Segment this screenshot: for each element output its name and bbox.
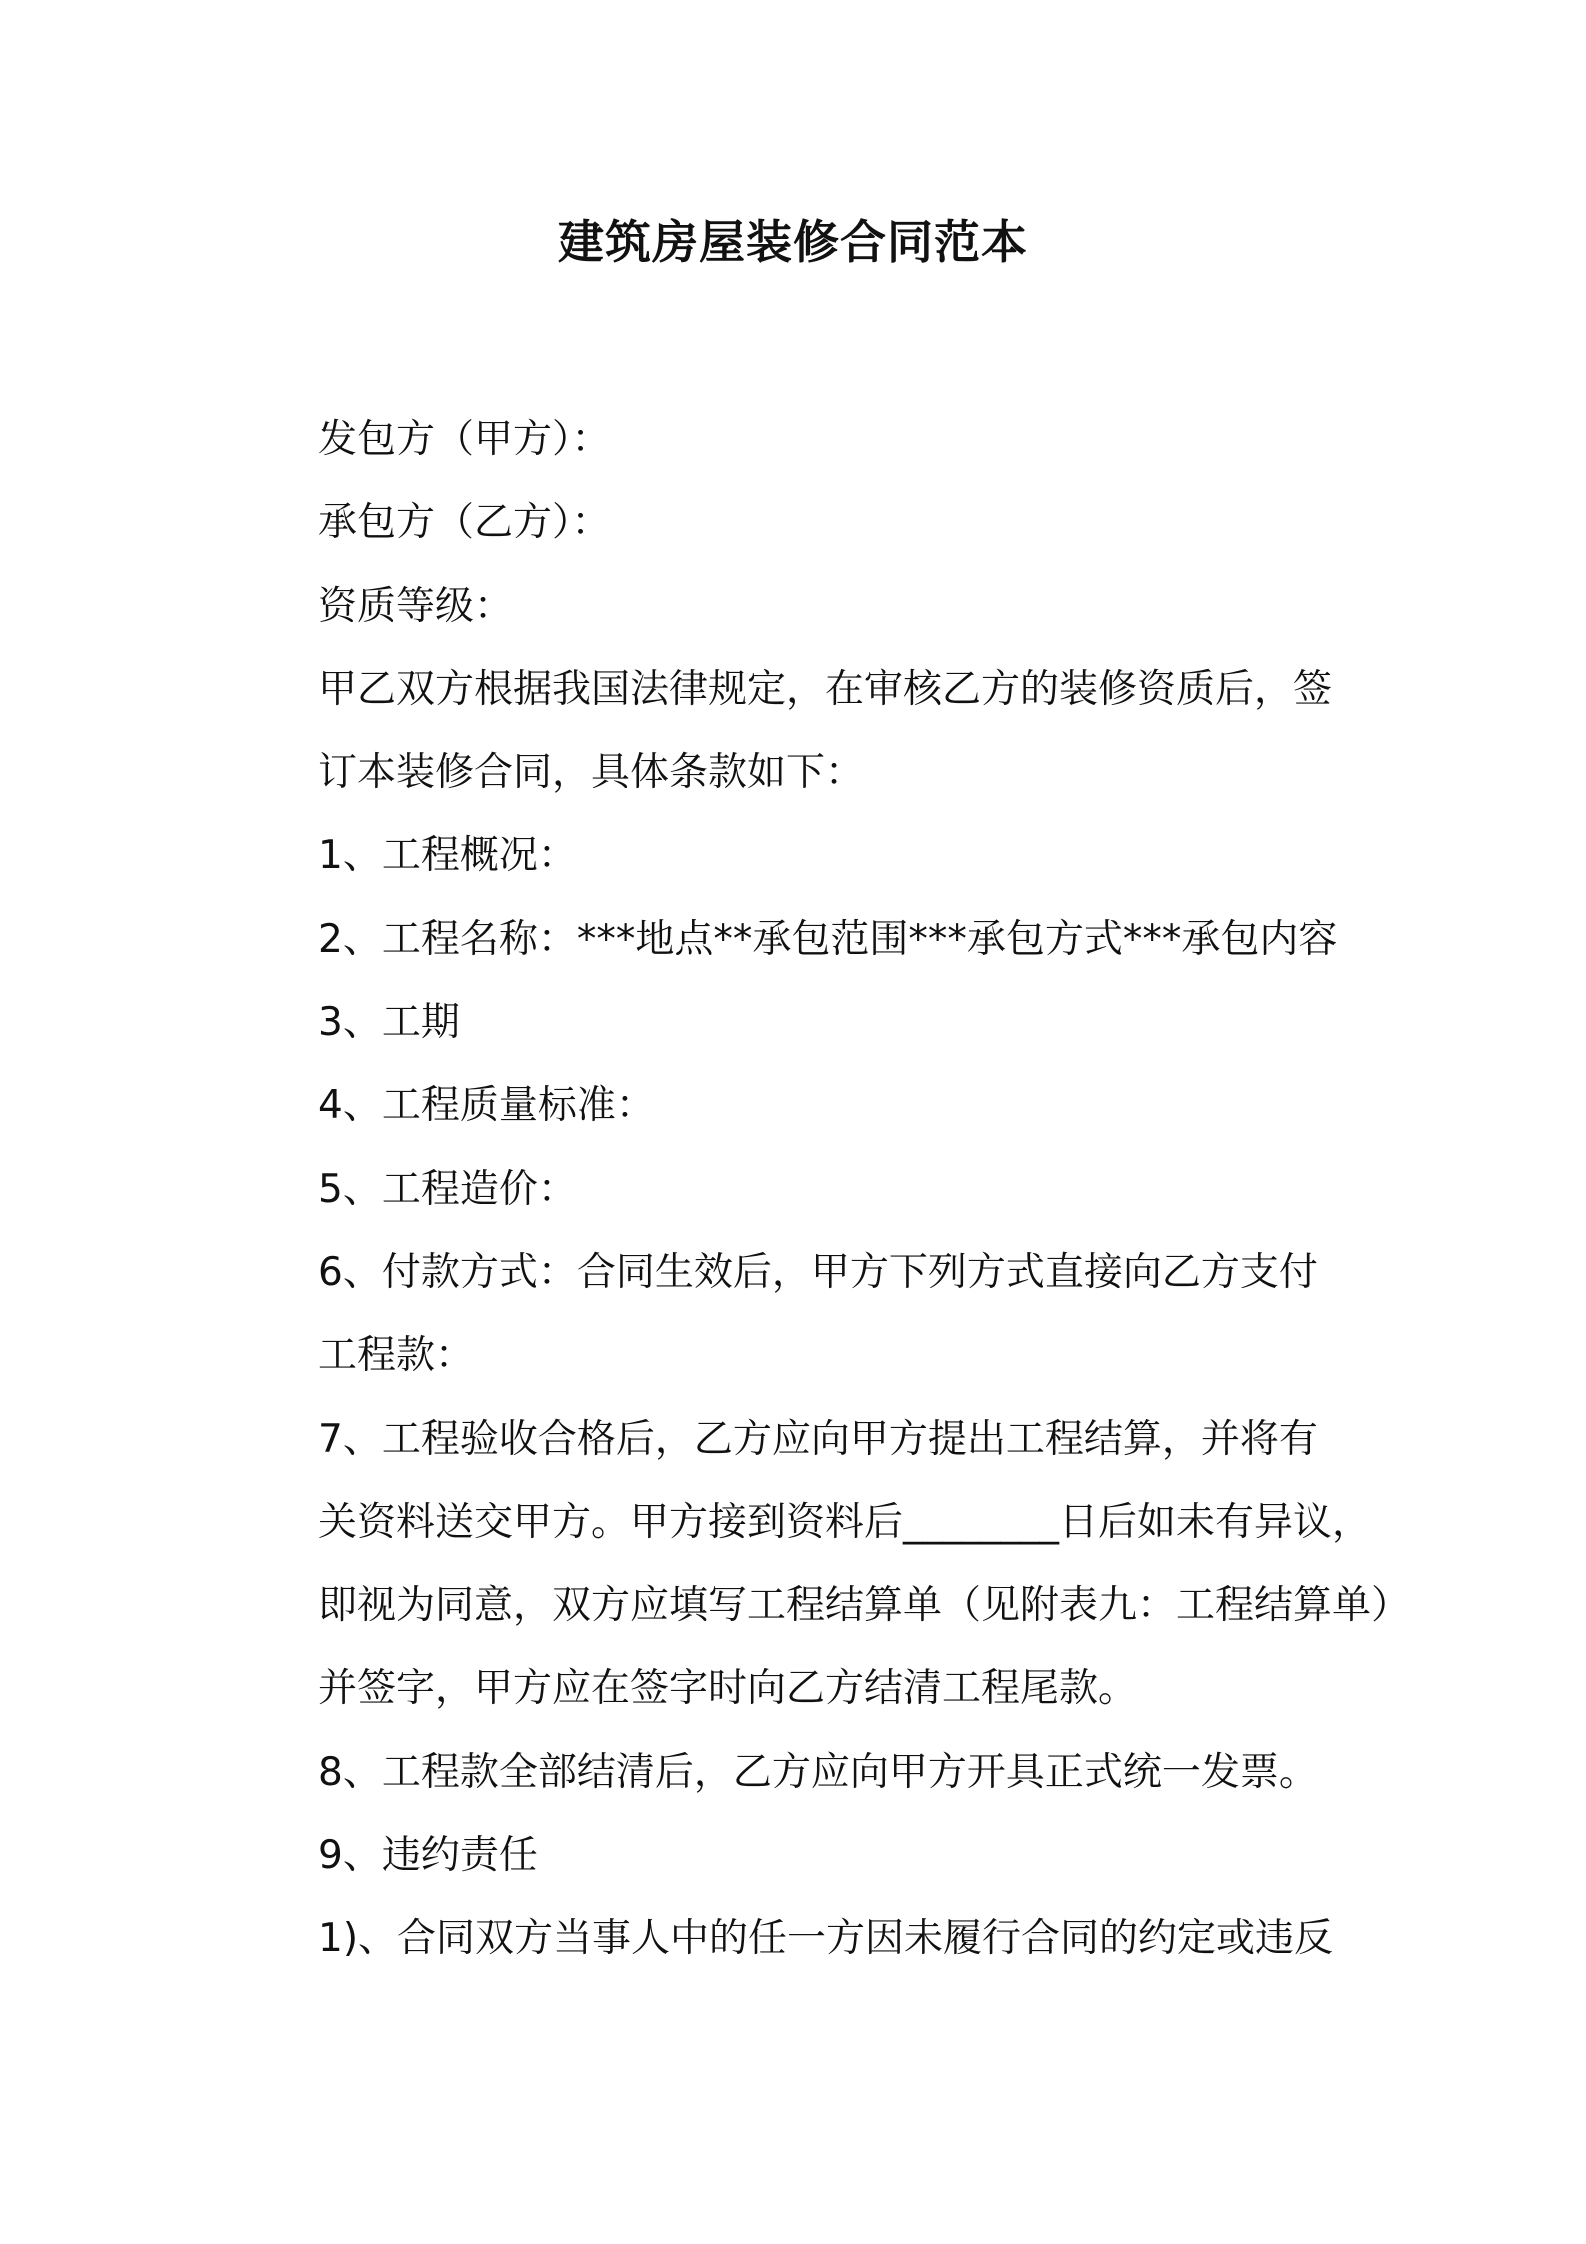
- paragraph-clause-9-1: [238, 1897, 1348, 1980]
- document-title: 建筑房屋装修合同范本: [558, 215, 1028, 269]
- text-line: 发包方（甲方）：: [318, 417, 611, 462]
- text-line: 1、工程概况：: [318, 833, 577, 879]
- text-line: 8、工程款全部结清后，乙方应向甲方开具正式统一发票。: [318, 1749, 1318, 1795]
- text-line: 5、工程造价：: [318, 1166, 577, 1212]
- text-line: 1)、合同双方当事人中的任一方因未履行合同的约定或违反: [318, 1916, 1334, 1962]
- paragraph-clause-5: [238, 1148, 1348, 1231]
- text-line: 承包方（乙方）：: [318, 500, 611, 546]
- text-line: 甲乙双方根据我国法律规定，在审核乙方的装修资质后，签: [318, 666, 1333, 712]
- text-line: 2、工程名称：***地点**承包范围***承包方式***承包内容: [318, 916, 1338, 962]
- paragraph-clause-1: [238, 814, 1348, 897]
- paragraph-qualification: [238, 565, 1348, 648]
- paragraph-clause-9: [238, 1814, 1348, 1897]
- document-body: [238, 398, 1411, 1981]
- paragraph-clause-4: [238, 1064, 1348, 1147]
- text-line: 6、付款方式：合同生效后，甲方下列方式直接向乙方支付: [318, 1249, 1318, 1295]
- text-line: 即视为同意，双方应填写工程结算单（见附表九：工程结算单）: [318, 1583, 1411, 1629]
- paragraph-preamble: [238, 648, 1348, 815]
- text-line: 9、违约责任: [318, 1833, 538, 1879]
- paragraph-party-b: [238, 481, 1348, 564]
- text-line: 并签字，甲方应在签字时向乙方结清工程尾款。: [318, 1666, 1138, 1712]
- paragraph-clause-2: [238, 898, 1348, 981]
- text-line: 4、工程质量标准：: [318, 1083, 655, 1129]
- paragraph-clause-7: [238, 1398, 1411, 1731]
- text-line: 资质等级：: [318, 583, 514, 629]
- text-line: 订本装修合同，具体条款如下：: [318, 750, 865, 796]
- text-line: 7、工程验收合格后，乙方应向甲方提出工程结算，并将有: [318, 1416, 1318, 1462]
- paragraph-clause-8: [238, 1731, 1348, 1814]
- text-line: 关资料送交甲方。甲方接到资料后________日后如未有异议，: [318, 1499, 1372, 1545]
- text-line: 工程款：: [318, 1333, 475, 1379]
- paragraph-clause-3: [238, 981, 1348, 1064]
- paragraph-clause-6: [238, 1231, 1348, 1398]
- paragraph-party-a: [238, 398, 1348, 481]
- text-line: 3、工期: [318, 1000, 460, 1046]
